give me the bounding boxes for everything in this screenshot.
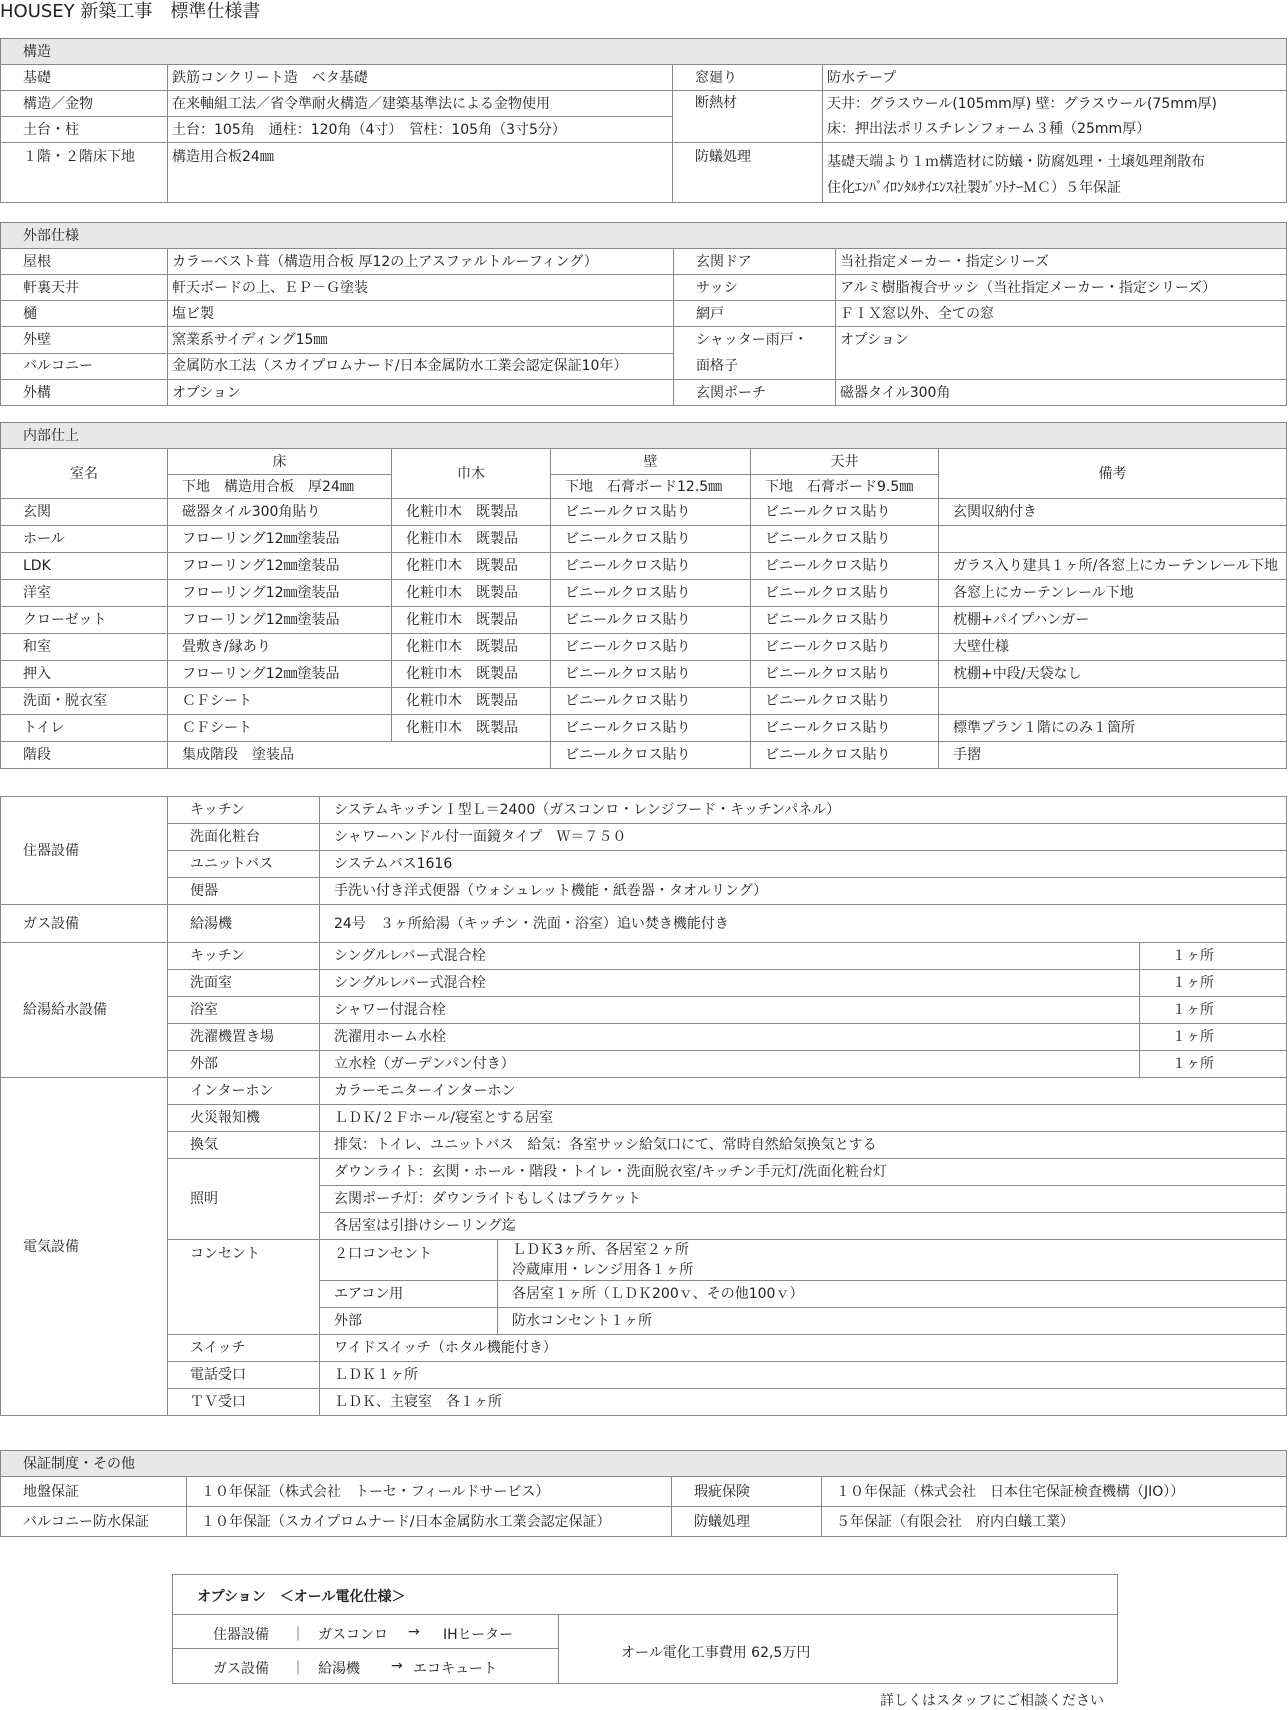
interior-floor: フローリング12㎜塗装品: [168, 526, 392, 553]
floor-base-value: 構造用合板24㎜: [168, 143, 673, 203]
interior-floor: フローリング12㎜塗装品: [168, 607, 392, 634]
option-cost: オール電化工事費用 62,5万円: [621, 1645, 811, 1661]
interior-room: 洗面・脱衣室: [1, 688, 168, 715]
termite-warranty-value: ５年保証（有限会社 府内白蟻工業）: [822, 1507, 1287, 1537]
water-location: 外部: [168, 1051, 320, 1078]
housing-equipment-label: 住器設備: [1, 797, 168, 905]
interior-baseboard: 化粧巾木 既製品: [392, 688, 551, 715]
outdoor-outlet-label: 外部: [320, 1308, 498, 1335]
frame-label: 構造／金物: [1, 91, 168, 117]
interior-room: LDK: [1, 553, 168, 580]
interior-note: 大壁仕様: [939, 634, 1287, 661]
interior-row: [1, 688, 1287, 715]
ventilation-value: 排気：トイレ、ユニットバス 給気：各室サッシ給気口にて、常時自然給気換気とする: [320, 1132, 1287, 1159]
gutter-value: 塩ビ製: [168, 301, 674, 327]
option-r1-from: ガスコンロ: [318, 1627, 388, 1643]
electrical-label: 電気設備: [1, 1078, 168, 1416]
warranty-header: 保証制度・その他: [1, 1451, 1287, 1477]
water-row: [1, 1051, 1287, 1078]
outer-wall-value: 窯業系サイディング15㎜: [168, 327, 674, 354]
interior-note: 各窓上にカーテンレール下地: [939, 580, 1287, 607]
water-equipment-label: 給湯給水設備: [1, 943, 168, 1078]
interior-baseboard: 化粧巾木 既製品: [392, 499, 551, 526]
stairs-room: 階段: [1, 742, 168, 769]
col-floor: 床: [168, 449, 392, 475]
interior-wall: ビニールクロス貼り: [551, 661, 751, 688]
defect-insurance-value: １０年保証（株式会社 日本住宅保証検査機構（JIO））: [822, 1477, 1287, 1507]
interior-row: [1, 607, 1287, 634]
document-title: HOUSEY 新築工事 標準仕様書: [0, 1, 261, 22]
option-r2-arrow: →: [391, 1658, 403, 1674]
water-row: [1, 997, 1287, 1024]
termite-value: [823, 143, 1287, 203]
option-title: オプション ＜オール電化仕様＞: [197, 1589, 406, 1605]
intercom-label: インターホン: [168, 1078, 320, 1105]
col-baseboard: 巾木: [392, 449, 551, 499]
fire-alarm-label: 火災報知機: [168, 1105, 320, 1132]
option-r2-sep: ｜: [291, 1661, 305, 1677]
stairs-wall: ビニールクロス貼り: [551, 742, 751, 769]
interior-baseboard: 化粧巾木 既製品: [392, 607, 551, 634]
sill-value: 土台：105角 通柱：120角（4寸） 管柱：105角（3寸5分）: [168, 117, 673, 143]
interior-floor: フローリング12㎜塗装品: [168, 580, 392, 607]
wall-sub: 下地 石膏ボード12.5㎜: [551, 475, 751, 499]
frame-value: 在来軸組工法／省令準耐火構造／建築基準法による金物使用: [168, 91, 673, 117]
option-r2-from: 給湯機: [318, 1661, 360, 1677]
water-row: [1, 943, 1287, 970]
toilet-label: 便器: [168, 878, 320, 905]
intercom-value: カラーモニターインターホン: [320, 1078, 1287, 1105]
interior-row: [1, 526, 1287, 553]
lighting-label: 照明: [168, 1159, 320, 1240]
footer-note: 詳しくはスタッフにご相談ください: [880, 1693, 1104, 1709]
option-header: [173, 1575, 1117, 1615]
interior-baseboard: 化粧巾木 既製品: [392, 526, 551, 553]
vanity-label: 洗面化粧台: [168, 824, 320, 851]
col-room: 室名: [1, 449, 168, 499]
interior-baseboard: 化粧巾木 既製品: [392, 661, 551, 688]
interior-wall: ビニールクロス貼り: [551, 607, 751, 634]
interior-ceiling: ビニールクロス貼り: [751, 688, 939, 715]
water-heater-label: 給湯機: [168, 905, 320, 943]
insulation-label: 断熱材: [673, 91, 823, 143]
foundation-label: 基礎: [1, 65, 168, 91]
interior-floor: 畳敷き/縁あり: [168, 634, 392, 661]
interior-wall: ビニールクロス貼り: [551, 553, 751, 580]
water-fixture: シャワー付混合栓: [320, 997, 1140, 1024]
lighting-value-1: ダウンライト：玄関・ホール・階段・トイレ・洗面脱衣室/キッチン手元灯/洗面化粧台灯: [320, 1159, 1287, 1186]
interior-wall: ビニールクロス貼り: [551, 499, 751, 526]
kitchen-value: システムキッチンＩ型Ｌ＝2400（ガスコンロ・レンジフード・キッチンパネル）: [320, 797, 1287, 824]
porch-value: 磁器タイル300角: [836, 380, 1287, 406]
roof-label: 屋根: [1, 249, 168, 275]
exterior-works-value: オプション: [168, 380, 674, 406]
sash-label: サッシ: [674, 275, 836, 301]
floor-sub: 下地 構造用合板 厚24㎜: [168, 475, 392, 499]
ground-warranty-label: 地盤保証: [1, 1477, 187, 1507]
ground-warranty-value: １０年保証（株式会社 トーセ・フィールドサービス）: [187, 1477, 672, 1507]
toilet-value: 手洗い付き洋式便器（ウォシュレット機能・紙巻器・タオルリング）: [320, 878, 1287, 905]
interior-baseboard: 化粧巾木 既製品: [392, 580, 551, 607]
interior-ceiling: ビニールクロス貼り: [751, 499, 939, 526]
water-count: １ヶ所: [1140, 997, 1287, 1024]
entrance-door-value: 当社指定メーカー・指定シリーズ: [836, 249, 1287, 275]
double-outlet-label: ２口コンセント: [320, 1240, 498, 1281]
termite-value-2: 住化ｴﾝﾊﾞｲﾛﾝﾀﾙｻｲｴﾝｽ社製ｶﾞｿﾄﾅｰＭＣ）５年保証: [827, 180, 1121, 196]
option-r2-category: ガス設備: [213, 1661, 269, 1677]
soffit-label: 軒裏天井: [1, 275, 168, 301]
ventilation-label: 換気: [168, 1132, 320, 1159]
interior-row: [1, 661, 1287, 688]
insulation-value-2: 床：押出法ポリスチレンフォーム３種（25mm厚）: [823, 117, 1287, 143]
interior-table: [0, 422, 1287, 769]
option-r1-sep: ｜: [291, 1627, 305, 1643]
switch-value: ワイドスイッチ（ホタル機能付き）: [320, 1335, 1287, 1362]
interior-baseboard: 化粧巾木 既製品: [392, 553, 551, 580]
interior-ceiling: ビニールクロス貼り: [751, 607, 939, 634]
window-label: 窓廻り: [673, 65, 823, 91]
shutter-label: [674, 327, 836, 380]
porch-label: 玄関ポーチ: [674, 380, 836, 406]
option-r2-to: エコキュート: [413, 1661, 497, 1677]
option-r1-category: 住器設備: [213, 1627, 269, 1643]
interior-floor: ＣＦシート: [168, 688, 392, 715]
water-row: [1, 1024, 1287, 1051]
interior-wall: ビニールクロス貼り: [551, 688, 751, 715]
interior-room: トイレ: [1, 715, 168, 742]
termite-label: 防蟻処理: [673, 143, 823, 203]
lighting-value-2: 玄関ポーチ灯：ダウンライトもしくはブラケット: [320, 1186, 1287, 1213]
floor-base-label: １階・２階床下地: [1, 143, 168, 203]
interior-wall: ビニールクロス貼り: [551, 715, 751, 742]
interior-note: ガラス入り建具１ヶ所/各窓上にカーテンレール下地: [939, 553, 1287, 580]
interior-row: [1, 580, 1287, 607]
unit-bath-value: システムバス1616: [320, 851, 1287, 878]
outer-wall-label: 外壁: [1, 327, 168, 354]
water-location: キッチン: [168, 943, 320, 970]
interior-note: [939, 688, 1287, 715]
entrance-door-label: 玄関ドア: [674, 249, 836, 275]
shutter-label-2: 面格子: [696, 358, 738, 374]
water-heater-value: 24号 ３ヶ所給湯（キッチン・洗面・浴室）追い焚き機能付き: [320, 905, 1287, 943]
switch-label: スイッチ: [168, 1335, 320, 1362]
termite-value-1: 基礎天端より１ｍ構造材に防蟻・防腐処理・土壌処理剤散布: [827, 154, 1205, 170]
sill-label: 土台・柱: [1, 117, 168, 143]
col-ceiling: 天井: [751, 449, 939, 475]
termite-warranty-label: 防蟻処理: [672, 1507, 822, 1537]
col-wall: 壁: [551, 449, 751, 475]
foundation-value: 鉄筋コンクリート造 ベタ基礎: [168, 65, 673, 91]
water-count: １ヶ所: [1140, 943, 1287, 970]
col-note: 備考: [939, 449, 1287, 499]
interior-row: [1, 499, 1287, 526]
shutter-label-1: シャッター雨戸・: [696, 332, 808, 348]
interior-row: [1, 553, 1287, 580]
water-rows: [1, 943, 1287, 1078]
interior-floor: 磁器タイル300角貼り: [168, 499, 392, 526]
interior-note: 枕棚+パイプハンガー: [939, 607, 1287, 634]
ceiling-sub: 下地 石膏ボード9.5㎜: [751, 475, 939, 499]
interior-baseboard: 化粧巾木 既製品: [392, 634, 551, 661]
vanity-value: シャワーハンドル付一面鏡タイプ Ｗ＝７５０: [320, 824, 1287, 851]
interior-baseboard: 化粧巾木 既製品: [392, 715, 551, 742]
interior-row: [1, 634, 1287, 661]
interior-room: ホール: [1, 526, 168, 553]
option-items: [173, 1615, 559, 1683]
balcony-value: 金属防水工法（スカイプロムナード/日本金属防水工業会認定保証10年）: [168, 353, 674, 380]
interior-room: クローゼット: [1, 607, 168, 634]
interior-ceiling: ビニールクロス貼り: [751, 553, 939, 580]
double-outlet-value-2: 冷蔵庫用・レンジ用各１ヶ所: [512, 1262, 694, 1278]
water-count: １ヶ所: [1140, 1051, 1287, 1078]
tv-jack-label: ＴＶ受口: [168, 1389, 320, 1416]
soffit-value: 軒天ボードの上、ＥＰ－Ｇ塗装: [168, 275, 674, 301]
balcony-warranty-value: １０年保証（スカイプロムナード/日本金属防水工業会認定保証）: [187, 1507, 672, 1537]
aircon-outlet-value: 各居室１ヶ所（ＬＤＫ200ｖ、その他100ｖ）: [498, 1281, 1287, 1308]
water-fixture: 立水栓（ガーデンパン付き）: [320, 1051, 1140, 1078]
interior-note: 枕棚+中段/天袋なし: [939, 661, 1287, 688]
shutter-value: オプション: [836, 327, 1287, 380]
interior-header: 内部仕上: [1, 423, 1287, 449]
interior-rows: [1, 499, 1287, 742]
interior-ceiling: ビニールクロス貼り: [751, 526, 939, 553]
gas-equipment-label: ガス設備: [1, 905, 168, 943]
double-outlet-value-1: ＬＤＫ3ヶ所、各居室２ヶ所: [512, 1242, 689, 1258]
insulation-value-1: 天井：グラスウール(105mm厚) 壁：グラスウール(75mm厚): [823, 91, 1287, 117]
interior-note: 玄関収納付き: [939, 499, 1287, 526]
screen-value: ＦＩＸ窓以外、全ての窓: [836, 301, 1287, 327]
interior-room: 洋室: [1, 580, 168, 607]
water-fixture: シングルレバー式混合栓: [320, 970, 1140, 997]
lighting-value-3: 各居室は引掛けシーリング迄: [320, 1213, 1287, 1240]
water-count: １ヶ所: [1140, 970, 1287, 997]
defect-insurance-label: 瑕疵保険: [672, 1477, 822, 1507]
phone-jack-label: 電話受口: [168, 1362, 320, 1389]
structure-header: 構造: [1, 39, 1287, 65]
equipment-table: [0, 796, 1287, 1416]
option-row-1: [173, 1615, 558, 1649]
interior-room: 和室: [1, 634, 168, 661]
aircon-outlet-label: エアコン用: [320, 1281, 498, 1308]
interior-room: 玄関: [1, 499, 168, 526]
stairs-ceiling: ビニールクロス貼り: [751, 742, 939, 769]
interior-floor: フローリング12㎜塗装品: [168, 661, 392, 688]
kitchen-label: キッチン: [168, 797, 320, 824]
water-fixture: シングルレバー式混合栓: [320, 943, 1140, 970]
outlet-label: コンセント: [168, 1240, 320, 1335]
fire-alarm-value: ＬＤＫ/２Ｆホール/寝室とする居室: [320, 1105, 1287, 1132]
interior-note: [939, 526, 1287, 553]
exterior-works-label: 外構: [1, 380, 168, 406]
interior-ceiling: ビニールクロス貼り: [751, 661, 939, 688]
warranty-table: [0, 1450, 1287, 1537]
water-location: 浴室: [168, 997, 320, 1024]
unit-bath-label: ユニットバス: [168, 851, 320, 878]
window-value: 防水テープ: [823, 65, 1287, 91]
exterior-table: [0, 222, 1287, 406]
stairs-note: 手摺: [939, 742, 1287, 769]
roof-value: カラーベスト葺（構造用合板 厚12の上アスファルトルーフィング）: [168, 249, 674, 275]
interior-note: 標準プラン１階にのみ１箇所: [939, 715, 1287, 742]
interior-floor: フローリング12㎜塗装品: [168, 553, 392, 580]
option-r1-arrow: →: [408, 1624, 420, 1640]
gutter-label: 樋: [1, 301, 168, 327]
screen-label: 網戸: [674, 301, 836, 327]
option-r1-to: IHヒーター: [443, 1627, 514, 1643]
balcony-warranty-label: バルコニー防水保証: [1, 1507, 187, 1537]
interior-ceiling: ビニールクロス貼り: [751, 580, 939, 607]
water-fixture: 洗濯用ホーム水栓: [320, 1024, 1140, 1051]
stairs-floor: 集成階段 塗装品: [168, 742, 551, 769]
water-row: [1, 970, 1287, 997]
exterior-header: 外部仕様: [1, 223, 1287, 249]
interior-floor: ＣＦシート: [168, 715, 392, 742]
option-box: [172, 1574, 1118, 1684]
option-row-2: [173, 1649, 558, 1683]
water-count: １ヶ所: [1140, 1024, 1287, 1051]
interior-wall: ビニールクロス貼り: [551, 580, 751, 607]
interior-ceiling: ビニールクロス貼り: [751, 634, 939, 661]
phone-jack-value: ＬＤＫ１ヶ所: [320, 1362, 1287, 1389]
balcony-label: バルコニー: [1, 353, 168, 380]
interior-ceiling: ビニールクロス貼り: [751, 715, 939, 742]
water-location: 洗濯機置き場: [168, 1024, 320, 1051]
tv-jack-value: ＬＤＫ、主寝室 各１ヶ所: [320, 1389, 1287, 1416]
interior-wall: ビニールクロス貼り: [551, 526, 751, 553]
interior-wall: ビニールクロス貼り: [551, 634, 751, 661]
interior-room: 押入: [1, 661, 168, 688]
water-location: 洗面室: [168, 970, 320, 997]
outdoor-outlet-value: 防水コンセント１ヶ所: [498, 1308, 1287, 1335]
structure-table: [0, 38, 1287, 203]
double-outlet-value: [498, 1240, 1287, 1281]
sash-value: アルミ樹脂複合サッシ（当社指定メーカー・指定シリーズ）: [836, 275, 1287, 301]
interior-row: [1, 715, 1287, 742]
